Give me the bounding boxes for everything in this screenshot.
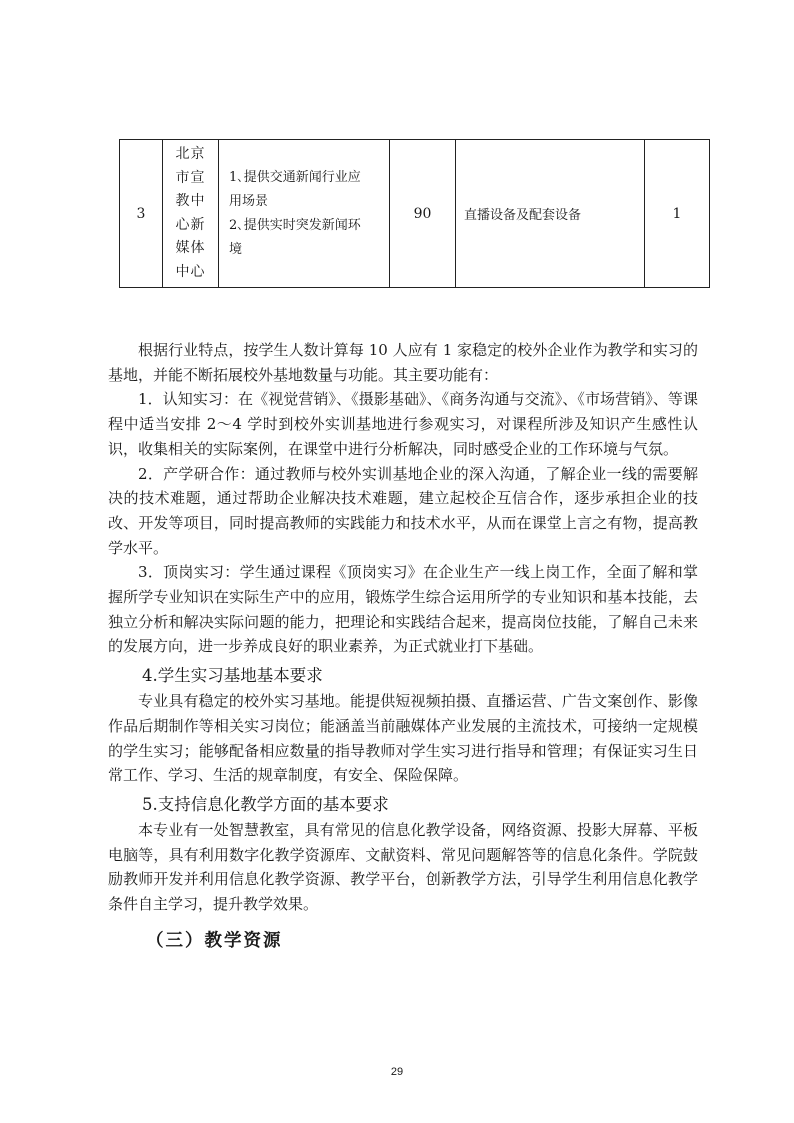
base-name-line: 教中 — [175, 193, 206, 209]
task-line: 1､提供交通新闻行业应 — [229, 169, 361, 185]
base-name-line: 市宣 — [175, 169, 206, 186]
paragraph-industry-research: 2．产学研合作：通过教师与校外实训基地企业的深入沟通，了解企业一线的需要解决的技术难题，通过帮助企业解决技术难题，建立起校企互信合作，逐步承担企业的技改、开发等项目，同时提高教师的实践能力和技术水平，从而在课堂上言之有物，提高教学水平。 — [108, 464, 698, 557]
paragraph-intro: 根据行业特点，按学生人数计算每 10 人应有 1 家稳定的校外企业作为教学和实习的基地，并能不断拓展校外基地数量与功能。其主要功能有： — [108, 341, 698, 384]
base-name-line: 心新 — [175, 216, 206, 233]
table-row — [120, 140, 710, 288]
task-line: 用场景 — [229, 193, 269, 209]
paragraph-cognitive-practice: 1．认知实习：在《视觉营销》、《摄影基础》、《商务沟通与交流》、《市场营销》、等课程中适当安排 2～4 学时到校外实训基地进行参观实习，对课程所涉及知识产生感性认识，收集相关的实际案例，在课堂中进行分析解决，同时感受企业的工作环境与气氛。 — [108, 390, 698, 458]
count-cell: 1 — [645, 140, 710, 288]
base-name-cell — [163, 140, 219, 288]
heading-informatization: 5.支持信息化教学方面的基本要求 — [142, 794, 389, 814]
paragraph-informatization: 本专业有一处智慧教室，具有常见的信息化教学设备，网络资源、投影大屏幕、平板电脑等，具有利用数字化教学资源库、文献资料、常见问题解答等的信息化条件。学院鼓励教师开发并利用信息化教学资源、教学平台，创新教学方法，引导学生利用信息化教学条件自主学习，提升教学效果。 — [108, 820, 698, 914]
base-name-line: 中心 — [175, 263, 206, 280]
section-title: （三）教学资源 — [146, 930, 283, 951]
paragraph-internship-base: 专业具有稳定的校外实习基地。能提供短视频拍摄、直播运营、广告文案创作、影像作品后期制作等相关实习岗位；能涵盖当前融媒体产业发展的主流技术，可接纳一定规模的学生实习；能够配备相应数量的指导教师对学生实习进行指导和管理；有保证实习生日常工作、学习、生活的规章制度，有安全、保险保障。 — [108, 692, 698, 785]
paragraph-internship: 3．顶岗实习：学生通过课程《顶岗实习》在企业生产一线上岗工作，全面了解和掌握所学专业知识在实际生产中的应用，锻炼学生综合运用所学的专业知识和基本技能，去独立分析和解决实际问题的能力，把理论和实践结合起来，提高岗位技能，了解自己未来的发展方向，进一步养成良好的职业素养，为正式就业打下基础。 — [108, 563, 698, 656]
task-line: 境 — [229, 241, 243, 257]
body-text — [108, 338, 698, 953]
training-base-table — [119, 139, 710, 288]
task-cell — [219, 140, 390, 288]
page-number: 29 — [390, 1066, 404, 1078]
row-number-cell: 3 — [120, 140, 163, 288]
task-line: 2､提供实时突发新闻环 — [229, 217, 361, 233]
base-name-line: 北京 — [175, 146, 206, 162]
devices-cell: 直播设备及配套设备 — [456, 140, 645, 288]
heading-internship-base: 4.学生实习基地基本要求 — [142, 666, 323, 686]
base-name-line: 媒体 — [175, 240, 206, 256]
capacity-cell: 90 — [390, 140, 456, 288]
